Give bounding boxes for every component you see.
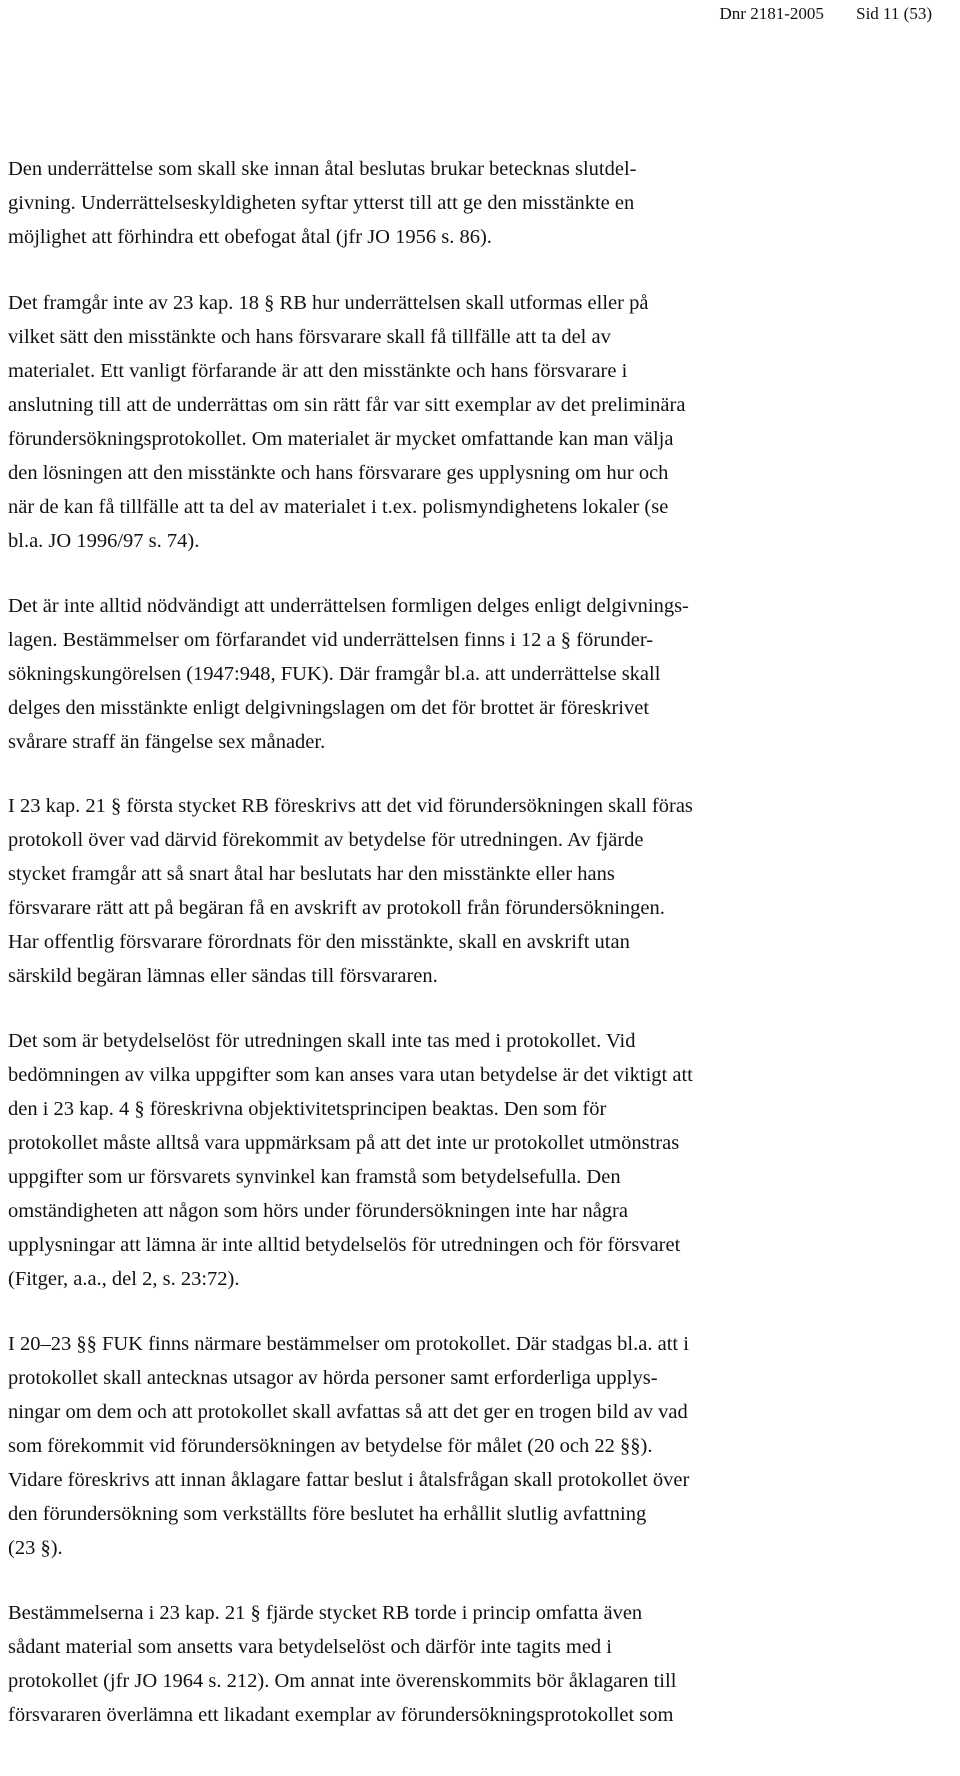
text-line: svårare straff än fängelse sex månader. xyxy=(8,731,326,753)
text-line: protokollet (jfr JO 1964 s. 212). Om annat inte överenskommits bör åklagaren till xyxy=(8,1670,677,1692)
text-line: omständigheten att någon som hörs under förundersökningen inte har några xyxy=(8,1200,628,1222)
text-line: givning. Underrättelseskyldigheten syftar ytterst till att ge den misstänkte en xyxy=(8,192,635,214)
text-line: anslutning till att de underrättas om sin rätt får var sitt exemplar av det preliminära xyxy=(8,394,686,416)
text-line: materialet. Ett vanligt förfarande är att den misstänkte och hans försvarare i xyxy=(8,360,628,382)
text-line: Vidare föreskrivs att innan åklagare fattar beslut i åtalsfrågan skall protokollet över xyxy=(8,1469,690,1491)
page-header xyxy=(720,0,932,28)
text-line: den lösningen att den misstänkte och hans försvarare ges upplysning om hur och xyxy=(8,462,669,484)
text-line: möjlighet att förhindra ett obefogat åtal (jfr JO 1956 s. 86). xyxy=(8,226,492,248)
text-line: som förekommit vid förundersökningen av betydelse för målet (20 och 22 §§). xyxy=(8,1435,653,1457)
text-line: förundersökningsprotokollet. Om materialet är mycket omfattande kan man välja xyxy=(8,428,674,450)
text-line: ningar om dem och att protokollet skall avfattas så att det ger en trogen bild av vad xyxy=(8,1401,688,1423)
paragraph-5 xyxy=(8,1024,876,1296)
paragraph-4 xyxy=(8,789,876,993)
text-line: protokollet måste alltså vara uppmärksam på att det inte ur protokollet utmönstras xyxy=(8,1132,680,1154)
text-line: sådant material som ansetts vara betydelselöst och därför inte tagits med i xyxy=(8,1636,612,1658)
text-line: stycket framgår att så snart åtal har beslutats har den misstänkte eller hans xyxy=(8,863,615,885)
text-line: protokoll över vad därvid förekommit av betydelse för utredningen. Av fjärde xyxy=(8,829,644,851)
paragraph-7 xyxy=(8,1596,876,1732)
paragraph-3 xyxy=(8,589,876,759)
paragraph-2 xyxy=(8,286,876,558)
text-line: Det är inte alltid nödvändigt att underrättelsen formligen delges enligt delgivnings- xyxy=(8,595,689,617)
text-line: försvarare rätt att på begäran få en avskrift av protokoll från förundersökningen. xyxy=(8,897,665,919)
paragraph-1 xyxy=(8,152,876,254)
text-line: Det som är betydelselöst för utredningen skall inte tas med i protokollet. Vid xyxy=(8,1030,636,1052)
text-line: vilket sätt den misstänkte och hans försvarare skall få tillfälle att ta del av xyxy=(8,326,611,348)
text-line: Har offentlig försvarare förordnats för den misstänkte, skall en avskrift utan xyxy=(8,931,630,953)
text-line: Bestämmelserna i 23 kap. 21 § fjärde stycket RB torde i princip omfatta även xyxy=(8,1602,643,1624)
text-line: särskild begäran lämnas eller sändas till försvararen. xyxy=(8,965,438,987)
text-line: Det framgår inte av 23 kap. 18 § RB hur underrättelsen skall utformas eller på xyxy=(8,292,649,314)
text-line: (23 §). xyxy=(8,1537,63,1559)
text-line: sökningskungörelsen (1947:948, FUK). Där framgår bl.a. att underrättelse skall xyxy=(8,663,661,685)
text-line: bedömningen av vilka uppgifter som kan anses vara utan betydelse är det viktigt att xyxy=(8,1064,693,1086)
document-body xyxy=(8,152,876,1732)
text-line: I 23 kap. 21 § första stycket RB föreskrivs att det vid förundersökningen skall föras xyxy=(8,795,693,817)
text-line: försvararen överlämna ett likadant exemplar av förundersökningsprotokollet som xyxy=(8,1704,674,1726)
page-number: Sid 11 (53) xyxy=(856,4,932,23)
text-line: bl.a. JO 1996/97 s. 74). xyxy=(8,530,200,552)
text-line: den i 23 kap. 4 § föreskrivna objektivitetsprincipen beaktas. Den som för xyxy=(8,1098,607,1120)
text-line: uppgifter som ur försvarets synvinkel kan framstå som betydelsefulla. Den xyxy=(8,1166,621,1188)
text-line: Den underrättelse som skall ske innan åtal beslutas brukar betecknas slutdel- xyxy=(8,158,637,180)
text-line: upplysningar att lämna är inte alltid betydelselös för utredningen och för försvaret xyxy=(8,1234,681,1256)
document-number: Dnr 2181-2005 xyxy=(719,4,824,23)
text-line: (Fitger, a.a., del 2, s. 23:72). xyxy=(8,1268,240,1290)
paragraph-6 xyxy=(8,1327,876,1565)
text-line: den förundersökning som verkställts före beslutet ha erhållit slutlig avfattning xyxy=(8,1503,647,1525)
text-line: protokollet skall antecknas utsagor av hörda personer samt erforderliga upplys- xyxy=(8,1367,658,1389)
text-line: när de kan få tillfälle att ta del av materialet i t.ex. polismyndighetens lokaler (se xyxy=(8,496,669,518)
text-line: lagen. Bestämmelser om förfarandet vid underrättelsen finns i 12 a § förunder- xyxy=(8,629,654,651)
text-line: I 20–23 §§ FUK finns närmare bestämmelser om protokollet. Där stadgas bl.a. att i xyxy=(8,1333,689,1355)
text-line: delges den misstänkte enligt delgivningslagen om det för brottet är föreskrivet xyxy=(8,697,650,719)
